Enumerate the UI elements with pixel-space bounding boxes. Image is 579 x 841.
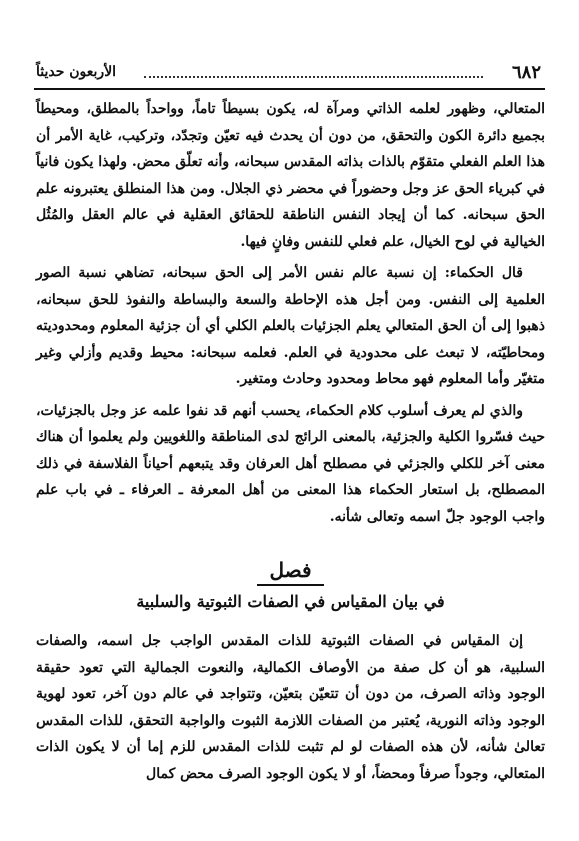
section-word: فصل (257, 558, 323, 586)
paragraph-1 (36, 96, 545, 255)
paragraph-1-text: المتعالي، وظهور لعلمه الذاتي ومرآة له، يكون بسيطاً تاماً، وواحداً بالمطلق، ومحيطاً بجميع دائرة الكون والتحقق، من دون أن يحدث فيه تعيّن وتجدّد، وتركيب، غاية الأمر أن هذا العلم الفعلي متقوّم بالذات بذاته المقدس سبحانه، وأنه تعلّق محض. ولهذا يكون فانياً في كبرياء الحق عز وجل وحضوراً في محضر ذي الجلال. ومن هذا المنطلق يعتبرونه علم الحق سبحانه. كما أن إيجاد النفس الناطقة للحقائق العقلية في عالم العقل والمُثُل الخيالية في لوح الخيال، علم فعلي للنفس وفانٍ فيها. (36, 101, 545, 250)
main-text-top (36, 96, 545, 535)
paragraph-2-label: قال الحكماء: (444, 265, 523, 281)
paragraph-2-text: إن نسبة عالم نفس الأمر إلى الحق سبحانه، تضاهي نسبة الصور العلمية إلى النفس. ومن أجل هذه الإحاطة والسعة والبساطة والنفوذ للحق سبحانه، ذهبوا إلى أن الحق المتعالي يعلم الجزئيات بالعلم الكلي أي أن جزئية المعلوم ومحدوديته ومحاطيّته، لا تبعث على محدودية في العلم. فعلمه سبحانه: محيط وقديم وأزلي وغير متغيّر وأما المعلوم فهو محاط ومحدود وحادث ومتغير. (36, 265, 545, 387)
paragraph-4-text: إن المقياس في الصفات الثبوتية للذات المقدس الواجب جل اسمه، والصفات السلبية، هو أن كل صفة من الأوصاف الكمالية، والنعوت الجمالية التي تعود حقيقة الوجود وذاته الصرف، من دون أن تتعيّن بتعيّن، وتتواجد في عالم دون آخر، تعود لهوية الوجود وذاته النورية، يُعتبر من الصفات اللازمة الثبوت والواجبة التحقق، للذات المقدس تعالىٰ شأنه، لأن هذه الصفات لو لم تثبت للذات المقدس للزم إما أن لا يكون الذات المتعالي، وجوداً صرفاً ومحضاً، أو لا يكون الوجود الصرف محض كمال (36, 633, 545, 782)
paragraph-3-text: والذي لم يعرف أسلوب كلام الحكماء، يحسب أنهم قد نفوا علمه عز وجل بالجزئيات، حيث فسّروا الكلية والجزئية، بالمعنى الرائج لدى المناطقة واللغويين ولم يعلموا أن هناك معنى آخر للكلي والجزئي في مصطلح أهل العرفان وقد يتبعهم أحياناً الفلاسفة في ذلك المصطلح، بل استعار الحكماء هذا المعنى من أهل المعرفة ـ العرفاء ـ في باب علم واجب الوجود جلّ اسمه وتعالى شأنه. (36, 402, 545, 525)
paragraph-3 (36, 398, 545, 531)
paragraph-2 (36, 260, 545, 393)
section-heading (36, 558, 545, 611)
main-text-bottom (36, 628, 545, 792)
page-number: ٦٨٢ (511, 62, 541, 83)
page-header (34, 58, 545, 90)
section-title: في بيان المقياس في الصفات الثبوتية والسلبية (136, 592, 445, 611)
header-dotted-leader (144, 76, 483, 78)
paragraph-4 (36, 628, 545, 787)
running-title: الأربعون حديثاً (36, 64, 117, 80)
